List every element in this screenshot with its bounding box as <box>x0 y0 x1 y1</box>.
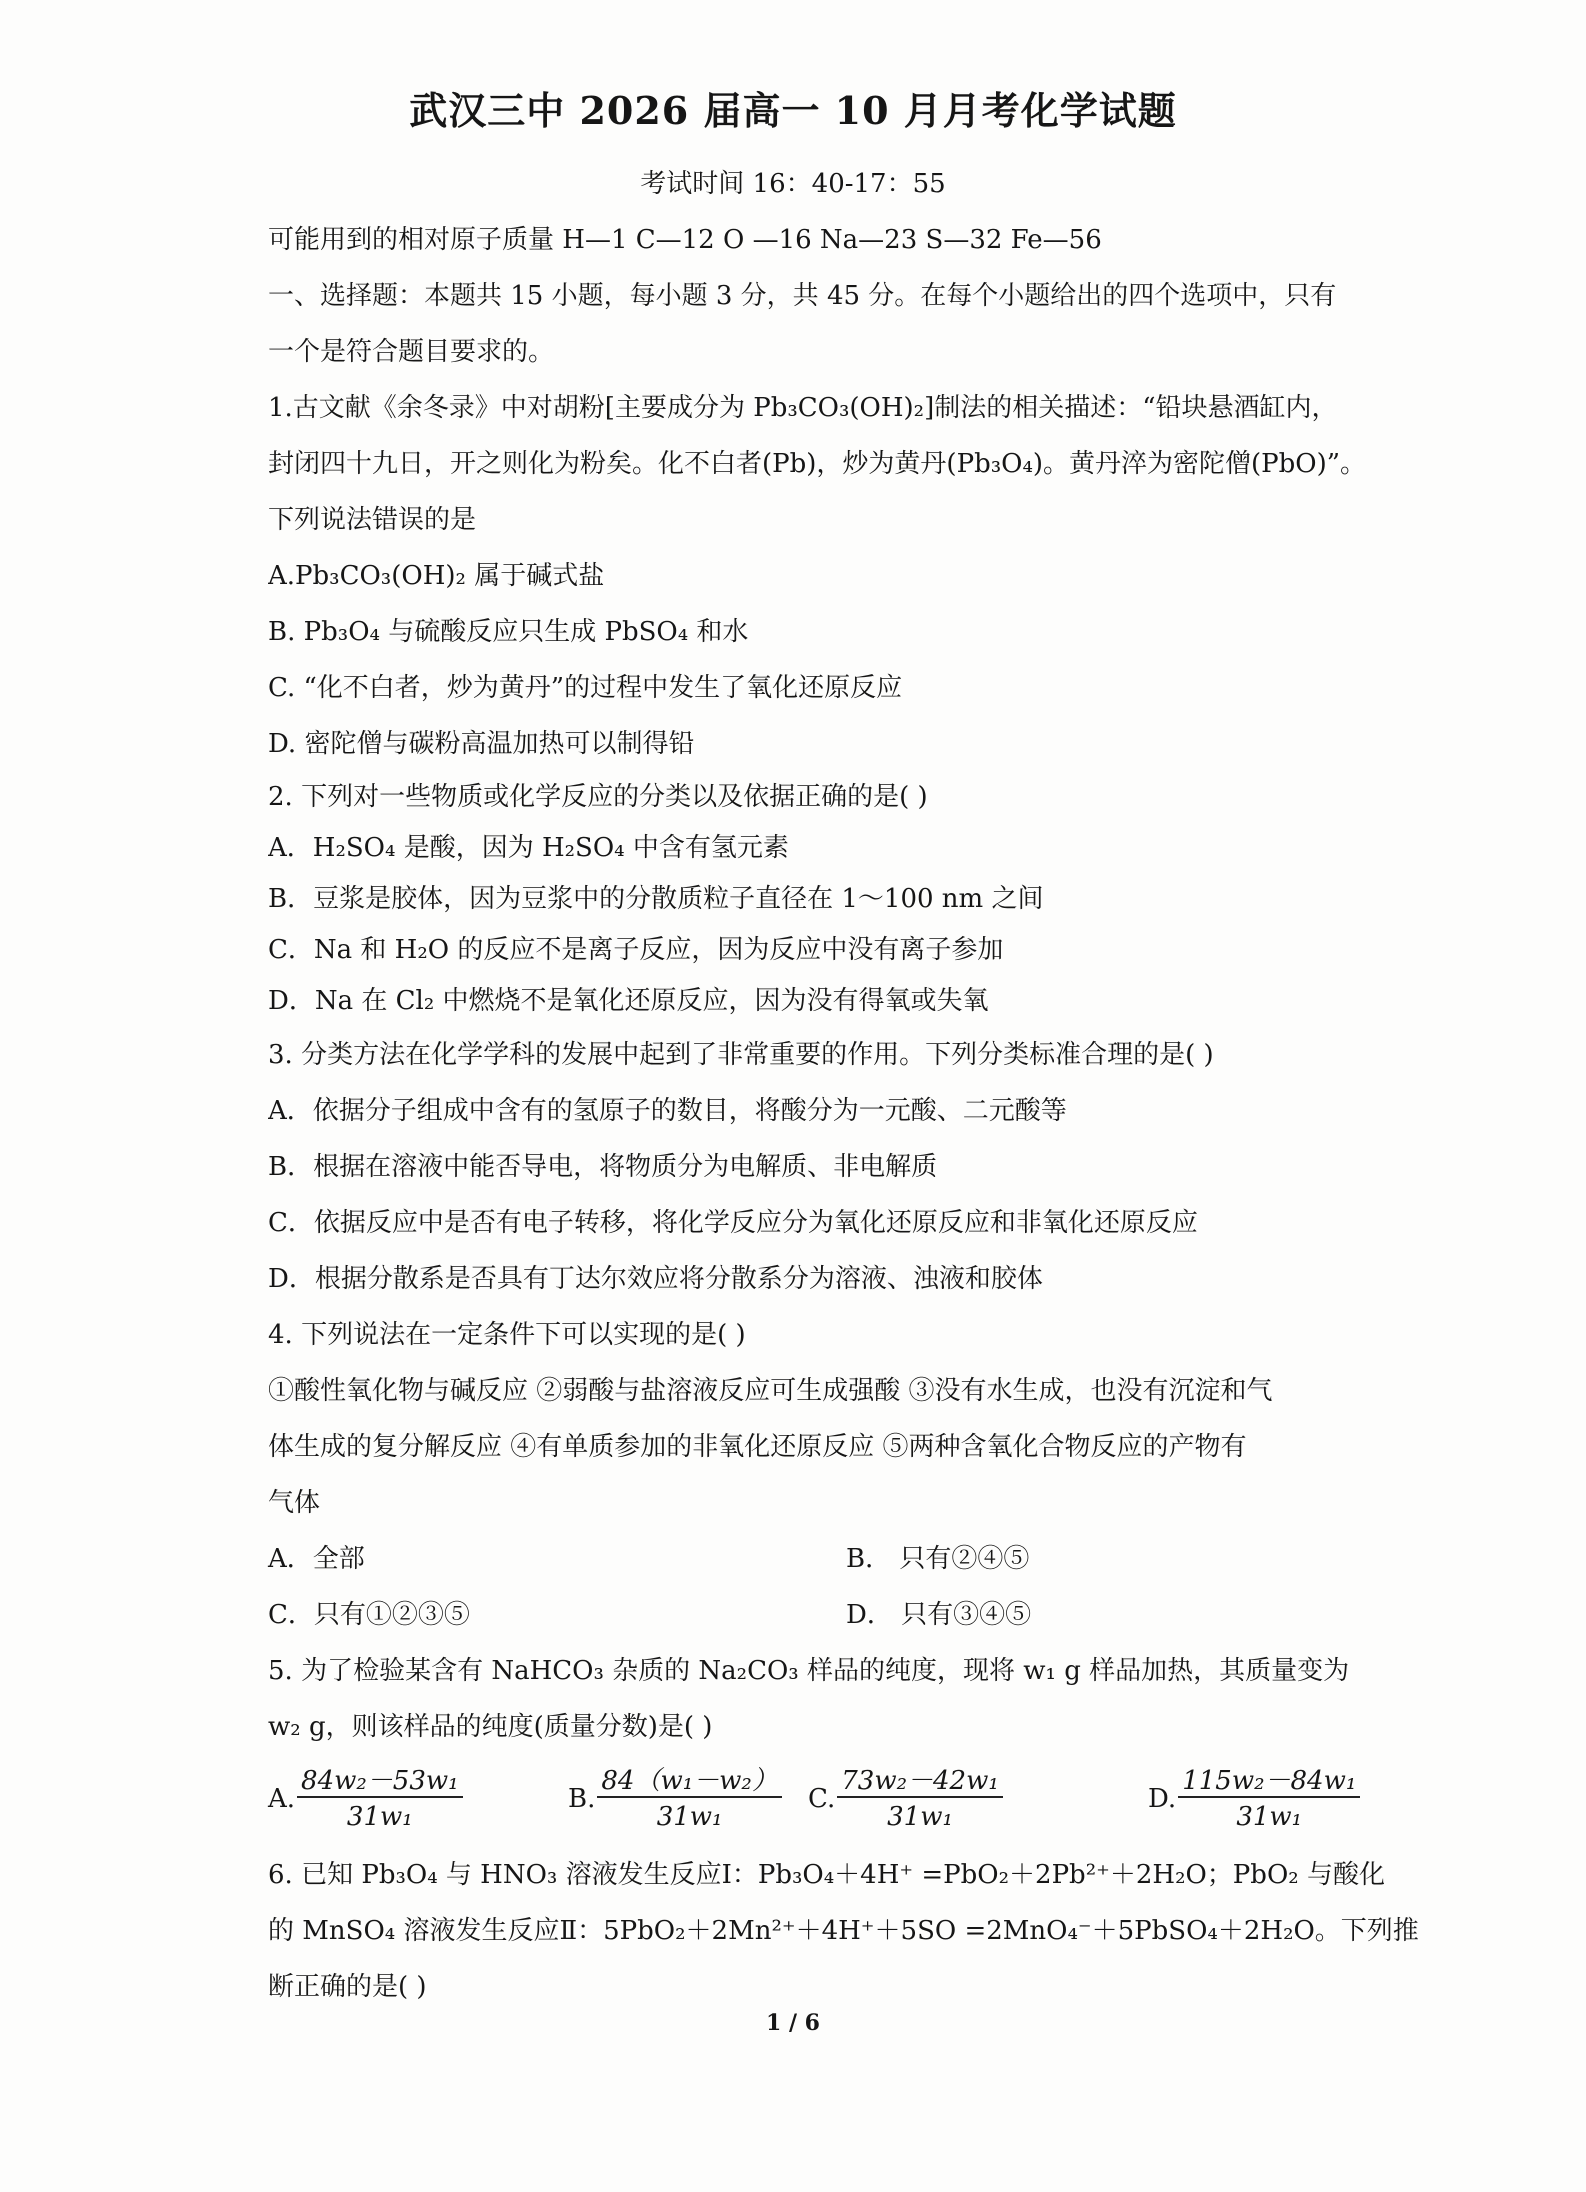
q5-option-label: C. <box>808 1784 836 1814</box>
q2-option-c: C．Na 和 H₂O 的反应不是离子反应，因为反应中没有离子参加 <box>268 935 1004 965</box>
q3-option-d: D．根据分散系是否具有丁达尔效应将分散系分为溶液、浊液和胶体 <box>268 1264 1043 1294</box>
q3-option-c: C．依据反应中是否有电子转移，将化学反应分为氧化还原反应和非氧化还原反应 <box>268 1208 1198 1238</box>
q6-stem-2: 的 MnSO₄ 溶液发生反应Ⅱ：5PbO₂＋2Mn²⁺＋4H⁺＋5SO =2MnO₄⁻＋5PbSO₄＋2H₂O。下列推 <box>268 1916 1419 1946</box>
q5-options <box>268 1757 1438 1841</box>
question-1 <box>268 380 1438 772</box>
fraction <box>837 1766 1003 1832</box>
fraction-numerator: 84w₂－53w₁ <box>297 1766 463 1798</box>
q1-stem-3: 下列说法错误的是 <box>268 505 477 535</box>
fraction <box>297 1766 463 1832</box>
q5-option-b <box>568 1766 808 1832</box>
q5-option-label: D. <box>1148 1784 1177 1814</box>
atomic-masses: 可能用到的相对原子质量 H—1 C—12 O —16 Na—23 S—32 Fe—56 <box>268 225 1102 255</box>
section-heading: 一、选择题：本题共 15 小题，每小题 3 分，共 45 分。在每个小题给出的四个选项中，只有 <box>268 281 1337 311</box>
page-title: 武汉三中 2026 届高一 10 月月考化学试题 <box>409 88 1177 133</box>
q1-option-d: D. 密陀僧与碳粉高温加热可以制得铅 <box>268 729 695 759</box>
q2-option-b: B．豆浆是胶体，因为豆浆中的分散质粒子直径在 1～100 nm 之间 <box>268 884 1044 914</box>
q1-stem-1: 1.古文献《余冬录》中对胡粉[主要成分为 Pb₃CO₃(OH)₂]制法的相关描述：“铅块悬酒缸内， <box>268 393 1338 423</box>
q5-option-label: A. <box>268 1784 296 1814</box>
question-3 <box>268 1027 1438 1307</box>
fraction <box>1178 1766 1360 1832</box>
q4-options-row-1 <box>268 1531 1438 1587</box>
question-6 <box>268 1847 1438 2015</box>
section-heading-cont: 一个是符合题目要求的。 <box>268 337 555 367</box>
q1-option-b: B. Pb₃O₄ 与硫酸反应只生成 PbSO₄ 和水 <box>268 617 749 647</box>
page-number: 1 / 6 <box>766 2010 820 2036</box>
q3-option-a: A．依据分子组成中含有的氢原子的数目，将酸分为一元酸、二元酸等 <box>268 1096 1067 1126</box>
fraction-denominator: 31w₁ <box>656 1802 723 1832</box>
fraction-numerator: 115w₂－84w₁ <box>1178 1766 1360 1798</box>
q4-items-3: 气体 <box>268 1488 321 1518</box>
q2-stem: 2. 下列对一些物质或化学反应的分类以及依据正确的是( ) <box>268 782 928 812</box>
q5-stem-2: w₂ g，则该样品的纯度(质量分数)是( ) <box>268 1712 713 1742</box>
fraction-denominator: 31w₁ <box>346 1802 413 1832</box>
q4-stem: 4. 下列说法在一定条件下可以实现的是( ) <box>268 1320 746 1350</box>
q3-stem: 3. 分类方法在化学学科的发展中起到了非常重要的作用。下列分类标准合理的是( ) <box>268 1040 1214 1070</box>
q4-option-c: C．只有①②③⑤ <box>268 1600 470 1630</box>
q4-options-row-2 <box>268 1587 1438 1643</box>
q6-stem-3: 断正确的是( ) <box>268 1972 427 2002</box>
fraction-numerator: 73w₂－42w₁ <box>837 1766 1003 1798</box>
fraction-denominator: 31w₁ <box>887 1802 953 1832</box>
q1-option-c: C. “化不白者，炒为黄丹”的过程中发生了氧化还原反应 <box>268 673 903 703</box>
q3-option-b: B．根据在溶液中能否导电，将物质分为电解质、非电解质 <box>268 1152 938 1182</box>
q5-option-c <box>808 1766 1148 1832</box>
fraction-denominator: 31w₁ <box>1236 1802 1303 1832</box>
q1-option-a: A.Pb₃CO₃(OH)₂ 属于碱式盐 <box>268 561 605 591</box>
q5-stem-1: 5. 为了检验某含有 NaHCO₃ 杂质的 Na₂CO₃ 样品的纯度，现将 w₁ g 样品加热，其质量变为 <box>268 1656 1350 1686</box>
q4-items-2: 体生成的复分解反应 ④有单质参加的非氧化还原反应 ⑤两种含氧化合物反应的产物有 <box>268 1432 1247 1462</box>
q5-option-a <box>268 1766 568 1832</box>
q1-stem-2: 封闭四十九日，开之则化为粉矣。化不白者(Pb)，炒为黄丹(Pb₃O₄)。黄丹淬为密陀僧(PbO)”。 <box>268 449 1367 479</box>
q4-option-a: A．全部 <box>268 1544 365 1574</box>
q5-option-d <box>1148 1766 1360 1832</box>
question-2 <box>268 772 1438 1027</box>
fraction <box>597 1766 781 1832</box>
question-5 <box>268 1643 1438 1841</box>
q2-option-a: A．H₂SO₄ 是酸，因为 H₂SO₄ 中含有氢元素 <box>268 833 789 863</box>
exam-content <box>268 212 1438 2015</box>
q2-option-d: D．Na 在 Cl₂ 中燃烧不是氧化还原反应，因为没有得氧或失氧 <box>268 986 989 1016</box>
q4-option-d: D． 只有③④⑤ <box>846 1600 1032 1630</box>
question-4 <box>268 1307 1438 1643</box>
q5-option-label: B. <box>568 1784 596 1814</box>
fraction-numerator: 84（w₁－w₂） <box>597 1766 781 1798</box>
q6-stem-1: 6. 已知 Pb₃O₄ 与 HNO₃ 溶液发生反应Ⅰ：Pb₃O₄＋4H⁺ =PbO₂＋2Pb²⁺＋2H₂O；PbO₂ 与酸化 <box>268 1860 1385 1890</box>
exam-time: 考试时间 16：40-17：55 <box>640 169 946 199</box>
q4-option-b: B． 只有②④⑤ <box>846 1544 1030 1574</box>
q4-items-1: ①酸性氧化物与碱反应 ②弱酸与盐溶液反应可生成强酸 ③没有水生成，也没有沉淀和气 <box>268 1376 1273 1406</box>
